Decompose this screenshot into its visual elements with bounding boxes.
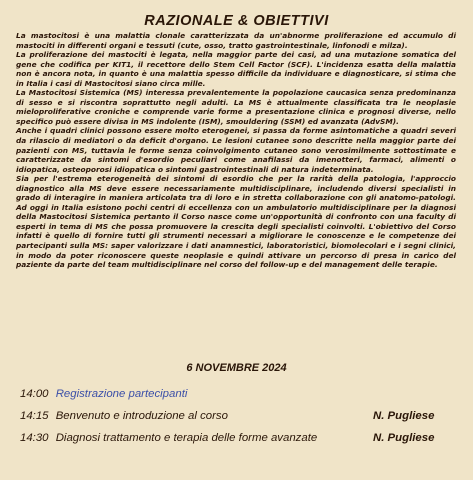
schedule-list	[20, 388, 440, 454]
event-date: 6 NOVEMBRE 2024	[186, 362, 287, 374]
section-title: RAZIONALE & OBIETTIVI	[144, 13, 329, 29]
schedule-activity: Diagnosi trattamento e terapia delle forme avanzate	[55, 432, 318, 444]
schedule-activity: Registrazione partecipanti	[55, 388, 188, 400]
schedule-time: 14:30	[20, 432, 49, 444]
schedule-time: 14:00	[20, 388, 49, 400]
schedule-row	[20, 388, 440, 410]
schedule-row	[20, 410, 440, 432]
schedule-speaker: N. Pugliese	[373, 410, 435, 422]
paragraph: La proliferazione dei mastociti è legata, nella maggior parte dei casi, ad una mutazione somatica del gene che codifica per KIT1, il recettore dello Stem Cell Factor (SCF). L'incidenza esatta della malattia non è ancora nota, in quanto è una malattia spesso difficile da individuare e diagnosticare, si stima che in Italia i casi di Mastocitosi siano circa mille.	[16, 50, 456, 88]
schedule-speaker: N. Pugliese	[373, 432, 435, 444]
schedule-time: 14:15	[20, 410, 49, 422]
paragraph: Sia per l'estrema eterogeneità dei sintomi di esordio che per la rarità della patologia, l'approccio diagnostico alla MS deve essere necessariamente multidisciplinare, includendo diversi specialisti in grado di interagire in maniera articolata tra di loro e in stretta collaborazione con gli anatomo-patologi. Ad oggi in Italia esistono pochi centri di eccellenza con un ambulatorio multidisciplinare per la diagnosi della Mastocitosi Sistemica pertanto il Corso nasce come un'opportunità di confronto con una faculty di esperti in tema di MS che possa promuovere la crescita degli specialisti coinvolti. L'obiettivo del Corso infatti è quello di fornire tutti gli strumenti necessari a migliorare le conoscenze e le competenze dei partecipanti sulla MS: saper valorizzare i dati anamnestici, laboratoristici, biomolecolari e i segni clinici, in modo da poter riconoscere queste neoplasie e quindi attivare un percorso di presa in carico del paziente da parte del team multidisciplinare nel corso del follow-up e del management delle terapie.	[16, 174, 456, 270]
paragraph: La Mastocitosi Sistemica (MS) interessa prevalentemente la popolazione caucasica senza predominanza di sesso e si riscontra soprattutto negli adulti. La MS è attualmente classificata tra le neoplasie mieloproliferative croniche e comprende varie forme a presentazione clinica e prognosi diverse, nello specifico può essere divisa in MS indolente (ISM), smouldering (SSM) ed avanzata (AdvSM).	[16, 88, 456, 126]
paragraph: La mastocitosi è una malattia clonale caratterizzata da un'abnorme proliferazione ed accumulo di mastociti in differenti organi e tessuti (cute, osso, tratto gastrointestinale, linfonodi e milza).	[16, 31, 456, 50]
paragraph: Anche i quadri clinici possono essere molto eterogenei, si passa da forme asintomatiche a quadri severi da rilascio di mediatori o da deficit d'organo. Le lesioni cutanee sono descritte nella maggior parte dei pazienti con MS, tuttavia le forme senza coinvolgimento cutaneo sono verosimilmente sottostimate e caratterizzate da sintomi d'esordio peculiari come anafilassi da imenotteri, farmaci, alimenti o idiopatica, osteoporosi idiopatica o sintomi gastrointestinali di natura indeterminata.	[16, 126, 456, 174]
schedule-row	[20, 432, 440, 454]
schedule-activity: Benvenuto e introduzione al corso	[55, 410, 228, 422]
rationale-body	[16, 31, 456, 270]
